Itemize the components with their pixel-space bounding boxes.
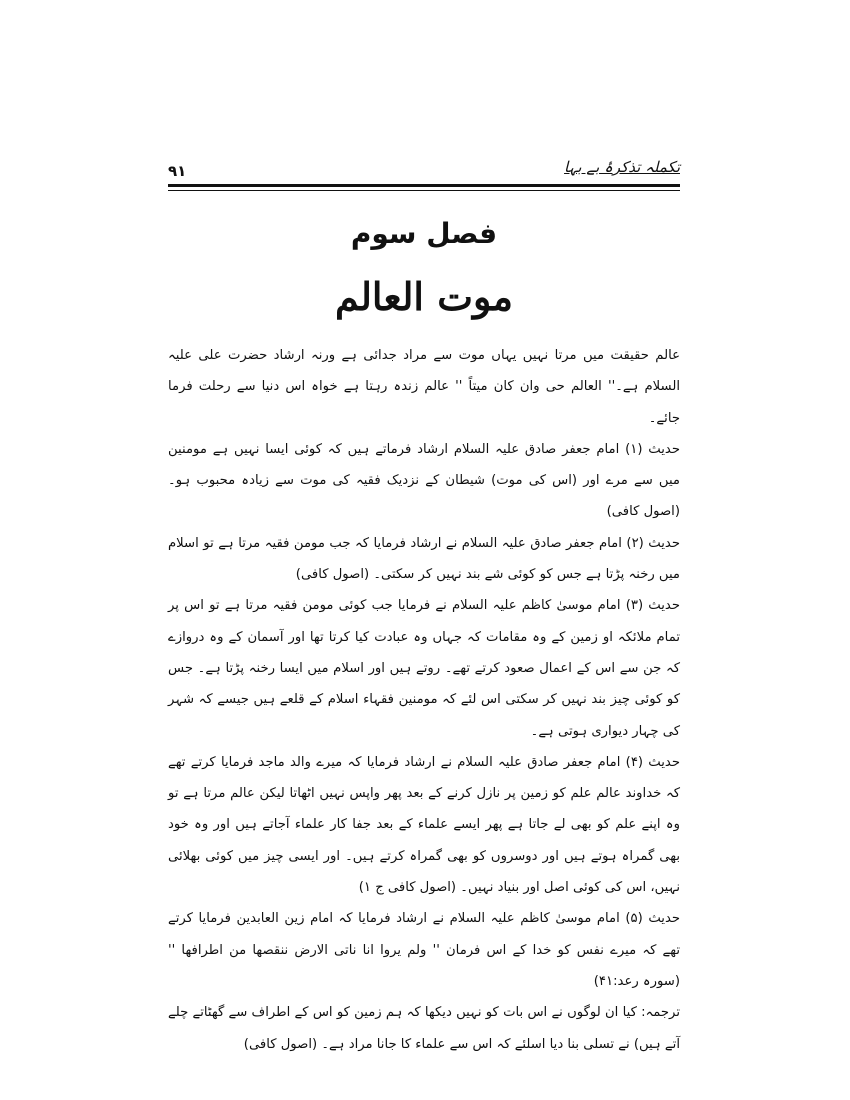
body-text xyxy=(168,340,680,1060)
section-title: موت العالم xyxy=(335,274,513,319)
running-header xyxy=(168,158,680,186)
paragraph-hadith-3: حدیث (۳) امام موسیٰ کاظم علیہ السلام نے فرمایا جب کوئی مومن فقیہ مرتا ہے تو اس پر تمام ملائکہ او زمین کے وہ مقامات کہ جہاں وہ عبادت کیا کرتا تھا اور آسمان کے وہ دروازے کہ جن سے اس کے اعمال صعود کرتے تھے۔ روتے ہیں اور اسلام میں ایسا رخنہ پڑتا ہے۔ جس کو کوئی چیز بند نہیں کر سکتی اس لئے کہ مومنین فقہاء اسلام کے قلعے ہیں جیسے کہ شہر کی چہار دیواری ہوتی ہے۔ xyxy=(168,598,680,739)
chapter-title: فصل سوم xyxy=(350,217,498,250)
paragraph-hadith-2: حدیث (۲) امام جعفر صادق علیہ السلام نے ارشاد فرمایا کہ جب مومن فقیہ مرتا ہے تو اسلام میں رخنہ پڑتا ہے جس کو کوئی شے بند نہیں کر سکتی۔ (اصول کافی) xyxy=(168,535,681,583)
book-title: تکملہ تذکرۂ بے بہا xyxy=(564,158,680,176)
paragraph-hadith-1: حدیث (۱) امام جعفر صادق علیہ السلام ارشاد فرماتے ہیں کہ کوئی ایسا نہیں ہے مومنین میں سے مرے اور (اس کی موت) شیطان کے نزدیک فقیہ کی موت سے زیادہ محبوب ہو۔ (اصول کافی) xyxy=(168,441,681,520)
paragraph-intro: عالم حقیقت میں مرتا نہیں یہاں موت سے مراد جدائی ہے ورنہ ارشاد حضرت علی علیہ السلام ہے۔'' العالم حی وان کان میتاً '' عالم زندہ رہتا ہے خواہ اس دنیا سے رحلت فرما جائے۔ xyxy=(168,348,680,426)
paragraph-hadith-4: حدیث (۴) امام جعفر صادق علیہ السلام نے ارشاد فرمایا کہ میرے والد ماجد فرمایا کرتے تھے کہ خداوند عالم علم کو زمین پر نازل کرنے کے بعد پھر واپس نہیں اٹھاتا لیکن عالم مرتا ہے تو وہ اپنے علم کو بھی لے جاتا ہے پھر ایسے علماء کے بعد جفا کار علماء آجاتے ہیں اور وہ خود بھی گمراہ ہوتے ہیں اور دوسروں کو بھی گمراہ کرتے ہیں۔ اور ایسی چیز میں کوئی بھلائی نہیں، اس کی کوئی اصل اور بنیاد نہیں۔ (اصول کافی ج ۱) xyxy=(168,754,681,896)
header-rule-thick xyxy=(168,184,680,187)
page-number: ۹۱ xyxy=(168,162,187,180)
paragraph-hadith-5: حدیث (۵) امام موسیٰ کاظم علیہ السلام نے ارشاد فرمایا کہ امام زین العابدین فرمایا کرتے تھے کہ میرے نفس کو خدا کے اس فرمان '' ولم یروا انا ناتی الارض ننقصها من اطرافها '' (سورہ رعد:۴۱) xyxy=(168,911,681,989)
paragraph-translation: ترجمہ: کیا ان لوگوں نے اس بات کو نہیں دیکھا کہ ہم زمین کو اس کے اطراف سے گھٹاتے چلے آتے ہیں) نے تسلی بنا دیا اسلئے کہ اس سے علماء کا جانا مراد ہے۔ (اصول کافی) xyxy=(168,1005,680,1052)
header-rule-thin xyxy=(168,190,680,191)
